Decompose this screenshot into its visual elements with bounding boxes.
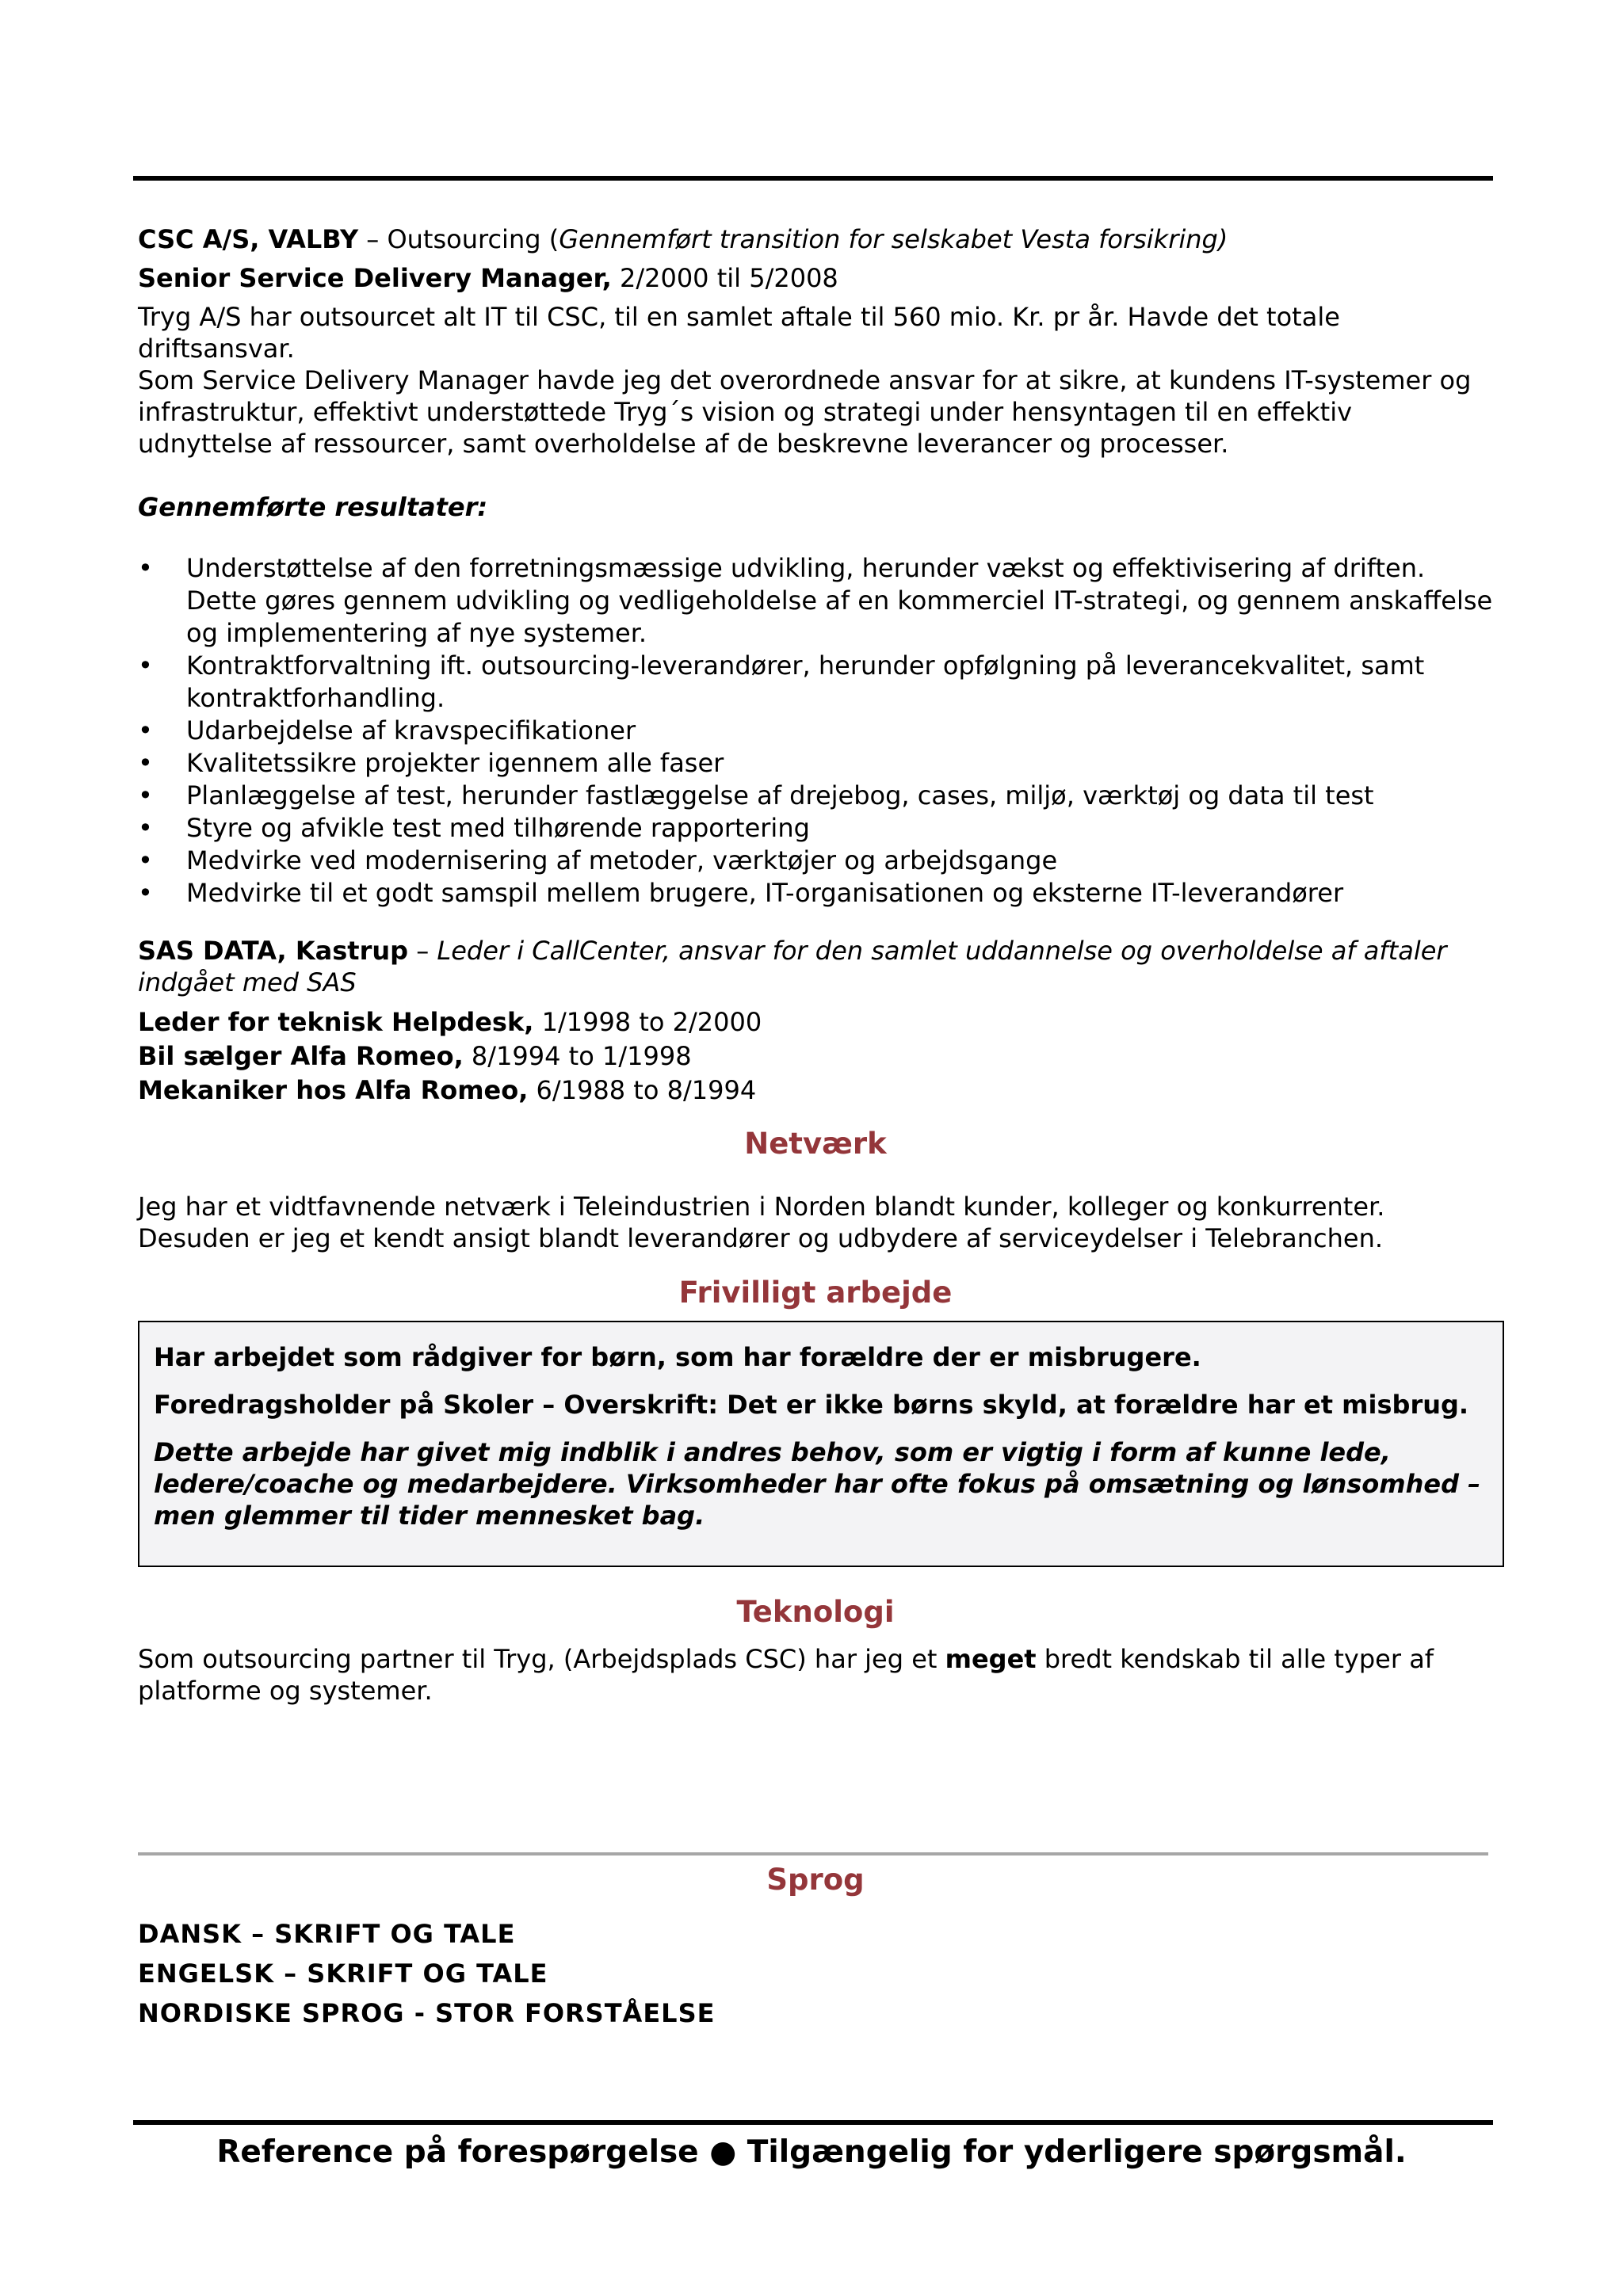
job-sas-role-1: Leder for teknisk Helpdesk, 1/1998 to 2/2000 (138, 1007, 762, 1037)
job-csc-title: Senior Service Delivery Manager, (138, 263, 612, 293)
list-item: • Kvalitetssikre projekter igennem alle faser (138, 748, 724, 778)
bullet-icon: • (138, 715, 153, 746)
list-item: • Kontraktforvaltning ift. outsourcing-leverandører, herunder opfølgning på leverancekvalitet, samt kontraktforhandling. (138, 650, 1425, 713)
job-csc-period: 2/2000 til 5/2008 (611, 263, 838, 293)
section-title-volunteer: Frivilligt arbejde (678, 1276, 953, 1310)
bullet-icon: • (138, 748, 153, 778)
list-item: • Planlæggelse af test, herunder fastlæggelse af drejebog, cases, miljø, værktøj og data til test (138, 780, 1374, 810)
language-item: ENGELSK – SKRIFT OG TALE (138, 1958, 548, 1989)
job-csc-role (138, 262, 1493, 295)
bullet-icon: • (138, 878, 153, 908)
job-csc-company: CSC A/S, VALBY (138, 224, 359, 254)
job-sas-company: SAS DATA, Kastrup (138, 936, 409, 966)
top-divider (133, 176, 1493, 181)
section-title-languages: Sprog (766, 1863, 865, 1897)
job-csc-dash: – Outsourcing ( (358, 224, 559, 254)
network-text: Jeg har et vidtfavnende netværk i Teleindustrien i Norden blandt kunder, kolleger og konkurrenter. Desuden er jeg et kendt ansigt blandt leverandører og udbydere af serviceydelser i Telebranchen. (138, 1192, 1385, 1253)
resume-body (138, 223, 1493, 1707)
job-sas-role-2: Bil sælger Alfa Romeo, 8/1994 to 1/1998 (138, 1041, 692, 1071)
job-sas-note: Leder i CallCenter, ansvar for den samlet uddannelse og overholdelse af aftaler indgået med SAS (138, 936, 1447, 997)
volunteer-p2: Foredragsholder på Skoler – Overskrift: Det er ikke børns skyld, at forældre har et misbrug. (154, 1390, 1469, 1420)
language-item: DANSK – SKRIFT OG TALE (138, 1919, 516, 1949)
language-item: NORDISKE SPROG - STOR FORSTÅELSE (138, 1998, 716, 2028)
bullet-icon: • (138, 553, 153, 583)
section-title-technology: Teknologi (736, 1595, 895, 1629)
list-item: • Medvirke ved modernisering af metoder, værktøjer og arbejdsgange (138, 845, 1058, 875)
volunteer-p3: Dette arbejde har givet mig indblik i andres behov, som er vigtig i form af kunne lede, ledere/coache og medarbejdere. Virksomheder har ofte fokus på omsætning og lønsomhed – men glemmer til tider mennesket bag. (154, 1437, 1481, 1531)
job-sas-role-3: Mekaniker hos Alfa Romeo, 6/1988 to 8/1994 (138, 1075, 757, 1105)
list-item: • Styre og afvikle test med tilhørende rapportering (138, 813, 810, 843)
list-item: • Medvirke til et godt samspil mellem brugere, IT-organisationen og eksterne IT-leverandører (138, 878, 1344, 908)
bullet-icon: • (138, 845, 153, 875)
technology-text: Som outsourcing partner til Tryg, (Arbejdsplads CSC) har jeg et meget bredt kendskab til alle typer af platforme og systemer. (138, 1644, 1434, 1706)
results-list (138, 552, 1493, 910)
job-csc-desc2: Som Service Delivery Manager havde jeg det overordnede ansvar for at sikre, at kundens IT-systemer og infrastruktur, effektivt understøttede Tryg´s vision og strategi under hensyntagen til en effektiv udnyttelse af ressourcer, samt overholdelse af de beskrevne leverancer og processer. (138, 365, 1472, 459)
job-csc-note: Gennemført transition for selskabet Vesta forsikring) (559, 224, 1228, 254)
bullet-icon: • (138, 650, 153, 681)
job-csc-desc1: Tryg A/S har outsourcet alt IT til CSC, til en samlet aftale til 560 mio. Kr. pr år. Havde det totale driftsansvar. (138, 302, 1340, 364)
volunteer-box (138, 1321, 1504, 1567)
bottom-divider (133, 2120, 1493, 2125)
list-item: • Udarbejdelse af kravspecifikationer (138, 715, 636, 746)
section-title-network: Netværk (744, 1127, 887, 1161)
job-csc-header (138, 223, 1493, 256)
footer-text: Reference på forespørgelse ● Tilgængelig for yderligere spørgsmål. (216, 2134, 1407, 2170)
list-item: • Understøttelse af den forretningsmæssige udvikling, herunder vækst og effektivisering af driften. Dette gøres gennem udvikling og vedligeholdelse af en kommerciel IT-strategi, og gennem anskaffelse og implementering af nye systemer. (138, 553, 1493, 648)
results-heading: Gennemførte resultater: (138, 492, 488, 522)
bullet-icon: • (138, 780, 153, 810)
bullet-icon: • (138, 813, 153, 843)
languages-section (138, 1860, 1493, 2033)
job-sas-header: SAS DATA, Kastrup – Leder i CallCenter, ansvar for den samlet uddannelse og overholdelse af aftaler indgået med SAS (138, 936, 1447, 997)
section-divider (138, 1852, 1488, 1855)
volunteer-p1: Har arbejdet som rådgiver for børn, som har forældre der er misbrugere. (154, 1342, 1201, 1372)
